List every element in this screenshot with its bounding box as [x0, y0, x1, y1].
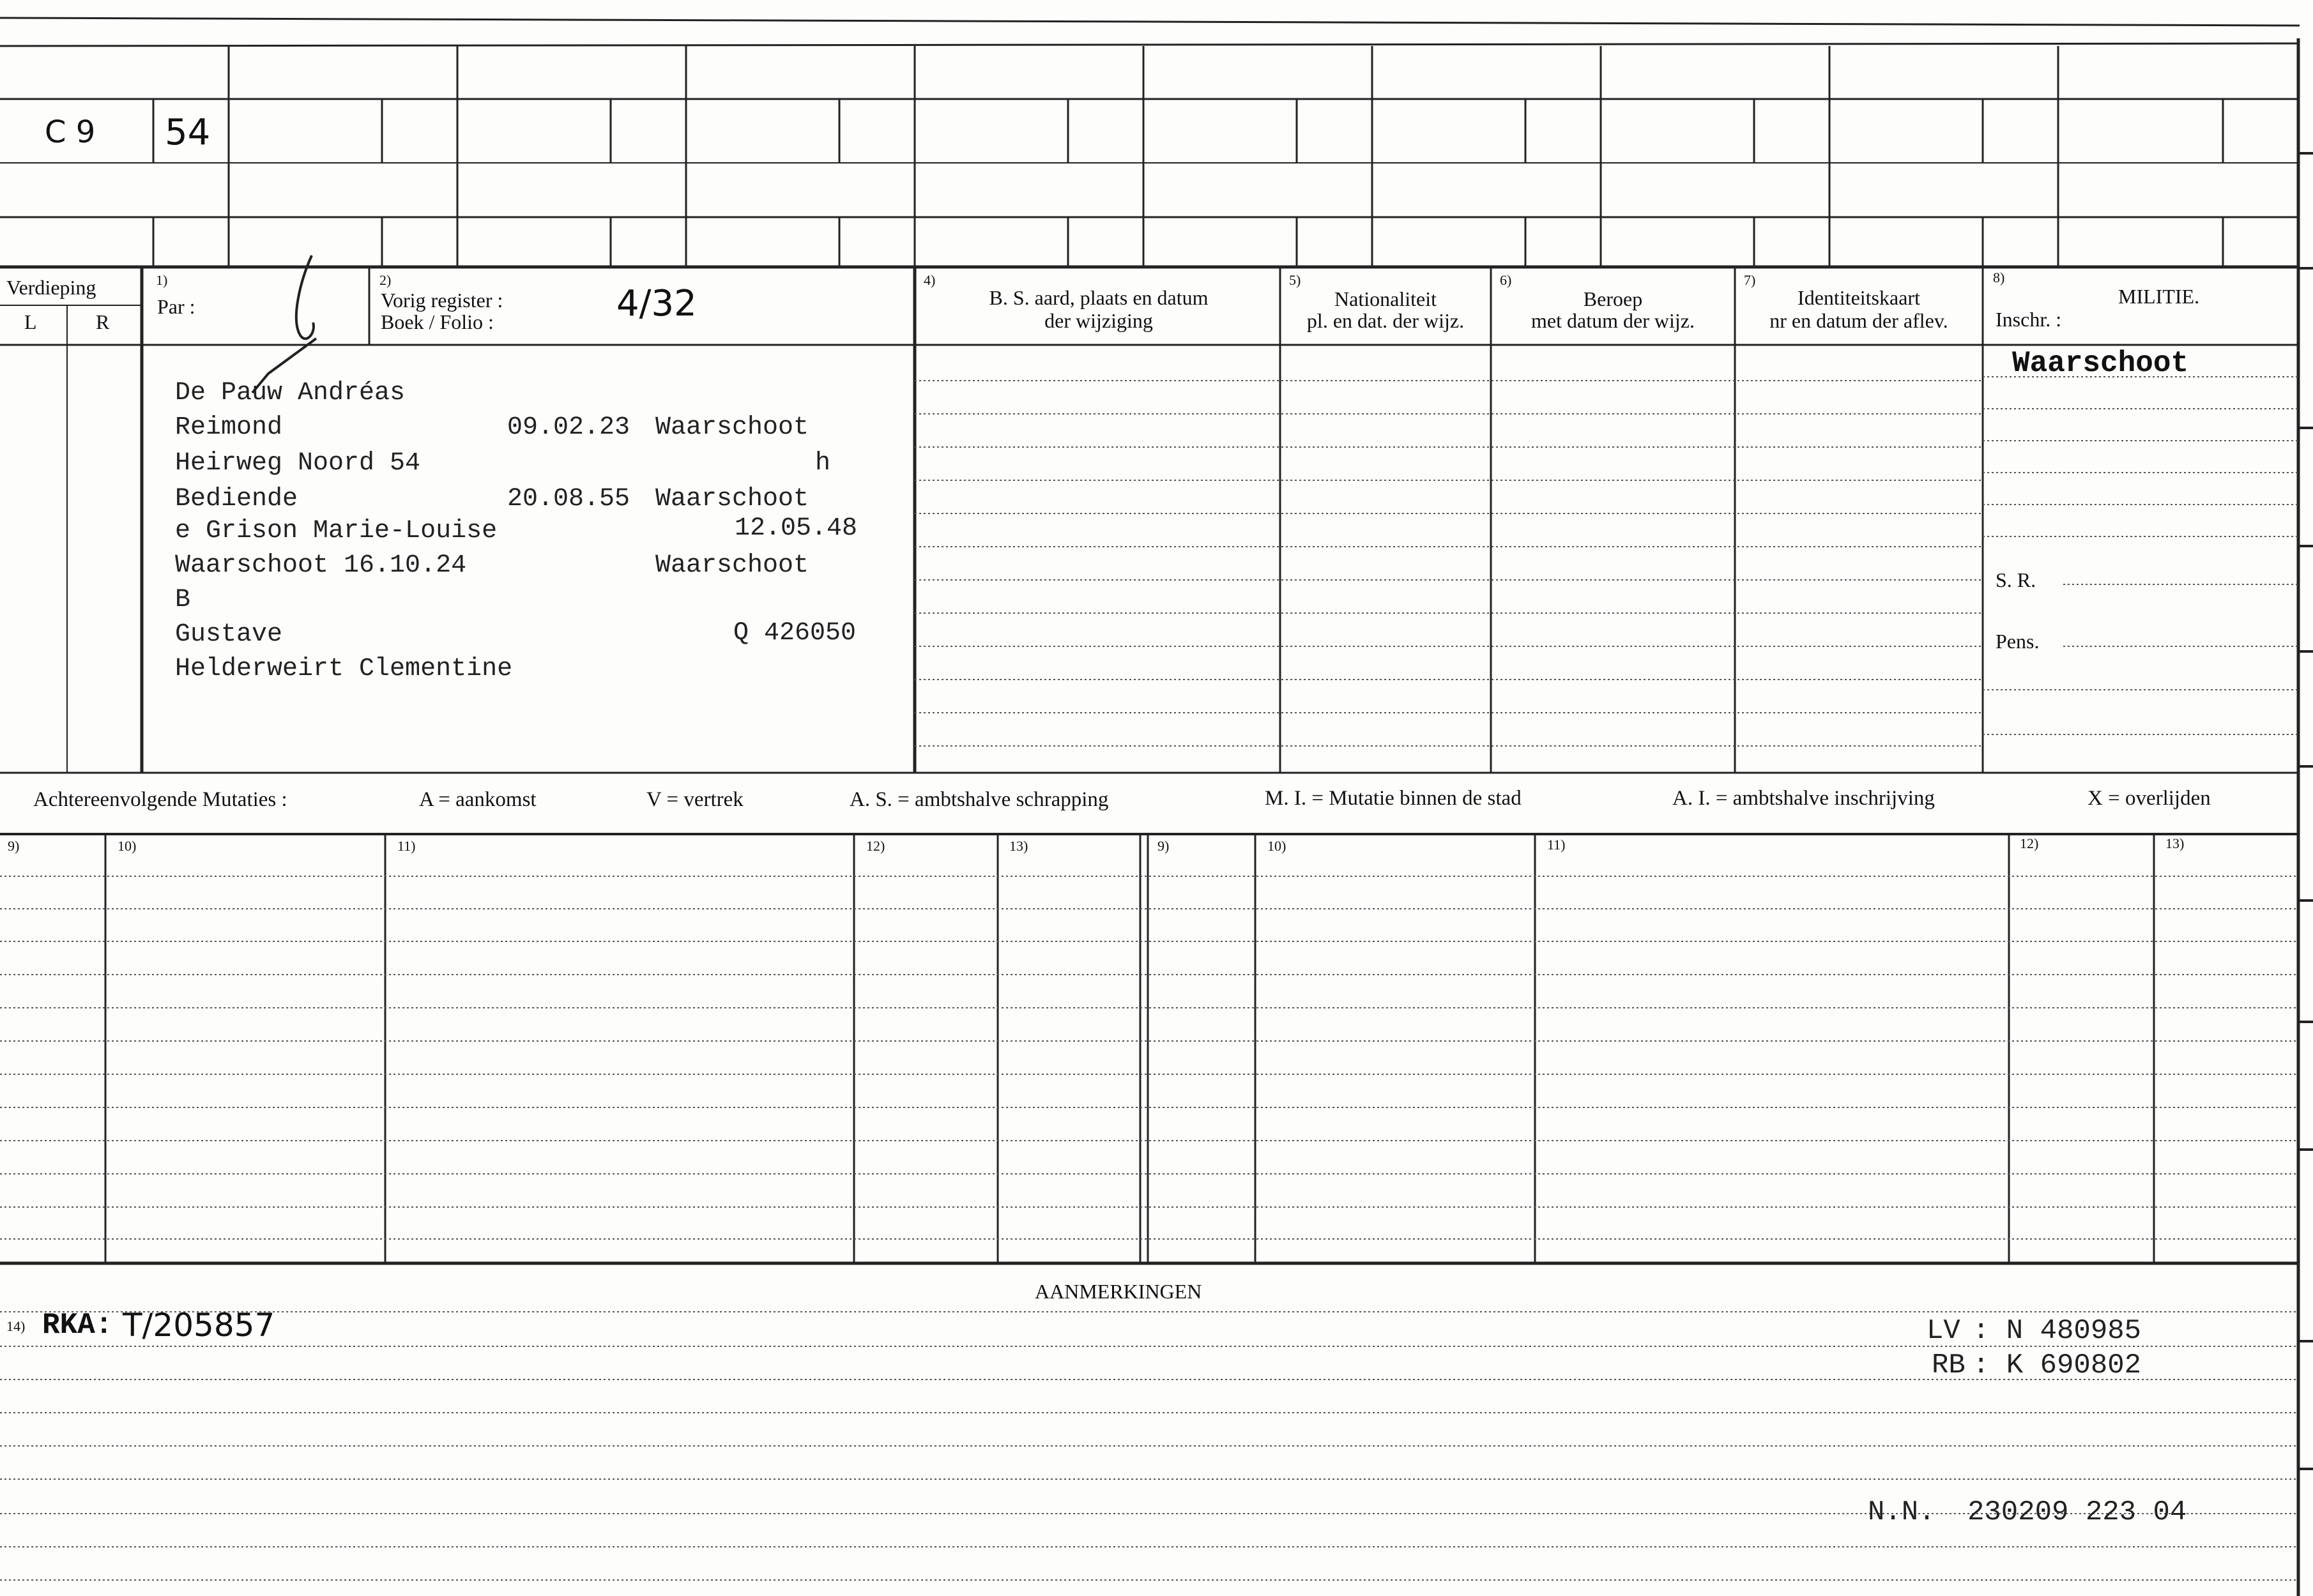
inschr-label: Inschr. : — [1996, 308, 2062, 331]
handwritten-mark-icon — [252, 255, 316, 393]
birth-date: 09.02.23 — [507, 413, 630, 442]
verdieping-label: Verdieping — [6, 276, 96, 299]
person-name: De Pauw Andréas — [175, 379, 406, 407]
mutation-mi: M. I. = Mutatie binnen de stad — [1265, 787, 1522, 810]
mark-b: B — [175, 586, 191, 614]
boek-folio-label: Boek / Folio : — [381, 310, 494, 333]
col5-number: 5) — [1289, 272, 1301, 288]
rka-value: T/205857 — [123, 1307, 275, 1344]
col12-number-right: 12) — [2020, 835, 2039, 851]
rb-label: RB — [1932, 1349, 1966, 1381]
top-code: C 9 — [45, 114, 96, 150]
remarks-title: AANMERKINGEN — [1035, 1280, 1202, 1303]
spouse: e Grison Marie-Louise — [175, 517, 498, 545]
col13-number-right: 13) — [2165, 835, 2185, 851]
nn-value: 230209 223 04 — [1967, 1496, 2187, 1528]
sr-label: S. R. — [1996, 568, 2036, 591]
person-firstname2: Reimond — [175, 413, 283, 442]
father: Gustave — [175, 620, 283, 649]
lv-label: LV — [1927, 1315, 1960, 1347]
spouse-birth: Waarschoot 16.10.24 — [175, 551, 467, 580]
mark-h: h — [815, 449, 831, 478]
birth-place: Waarschoot — [655, 413, 809, 442]
verdieping-l: L — [24, 310, 37, 333]
col6-header-line1: Beroep — [1583, 287, 1643, 310]
profession: Bediende — [175, 485, 298, 513]
lv-value: : N 480985 — [1973, 1315, 2142, 1347]
col2-number: 2) — [379, 272, 392, 288]
col10-number-right: 10) — [1267, 838, 1286, 854]
profession-place: Waarschoot — [655, 485, 809, 513]
col6-header-line2: met datum der wijz. — [1531, 309, 1695, 332]
rka-label: RKA: — [42, 1309, 113, 1342]
par-label: Par : — [157, 295, 195, 318]
col6-number: 6) — [1500, 272, 1512, 288]
col4-header-line2: der wijziging — [1044, 309, 1153, 332]
col8-number: 8) — [1993, 270, 2005, 285]
mother: Helderweirt Clementine — [175, 655, 513, 683]
col1-number: 1) — [156, 272, 168, 288]
mutation-x: X = overlijden — [2088, 787, 2211, 810]
remarks-number: 14) — [6, 1318, 26, 1334]
profession-date: 20.08.55 — [507, 485, 630, 513]
pens-label: Pens. — [1996, 630, 2040, 653]
col10-number-left: 10) — [118, 838, 137, 854]
mutations-title: Achtereenvolgende Mutaties : — [33, 788, 287, 811]
col7-number: 7) — [1744, 272, 1756, 288]
verdieping-r: R — [96, 310, 110, 333]
address: Heirweg Noord 54 — [175, 449, 421, 478]
col7-header-line1: Identiteitskaart — [1798, 286, 1920, 309]
marriage-place: Waarschoot — [655, 551, 809, 580]
col11-number-right: 11) — [1547, 837, 1566, 853]
col5-header-line2: pl. en dat. der wijz. — [1306, 309, 1465, 332]
nn-label: N.N. — [1868, 1496, 1935, 1528]
mutation-v: V = vertrek — [646, 788, 744, 811]
vorig-register-label: Vorig register : — [381, 289, 503, 312]
col12-number-left: 12) — [866, 838, 885, 854]
col7-header-line2: nr en datum der aflev. — [1769, 309, 1948, 332]
militie-title: MILITIE. — [2118, 285, 2200, 308]
col11-number-left: 11) — [397, 838, 416, 854]
id-number: Q 426050 — [733, 619, 857, 648]
top-number: 54 — [165, 112, 211, 153]
mutation-ai: A. I. = ambtshalve inschrijving — [1672, 787, 1935, 810]
col4-number: 4) — [924, 272, 936, 288]
inschr-value: Waarschoot — [2012, 347, 2189, 380]
marriage-date: 12.05.48 — [735, 514, 858, 543]
col9-number-left: 9) — [8, 838, 20, 854]
rb-value: : K 690802 — [1973, 1349, 2142, 1381]
col13-number-left: 13) — [1009, 838, 1028, 854]
col9-number-right: 9) — [1157, 838, 1170, 854]
mutation-as: A. S. = ambtshalve schrapping — [850, 788, 1109, 811]
col4-header-line1: B. S. aard, plaats en datum — [989, 286, 1209, 309]
vorig-register-value: 4/32 — [616, 283, 697, 324]
col5-header-line1: Nationaliteit — [1334, 287, 1437, 310]
mutation-a: A = aankomst — [419, 788, 537, 811]
